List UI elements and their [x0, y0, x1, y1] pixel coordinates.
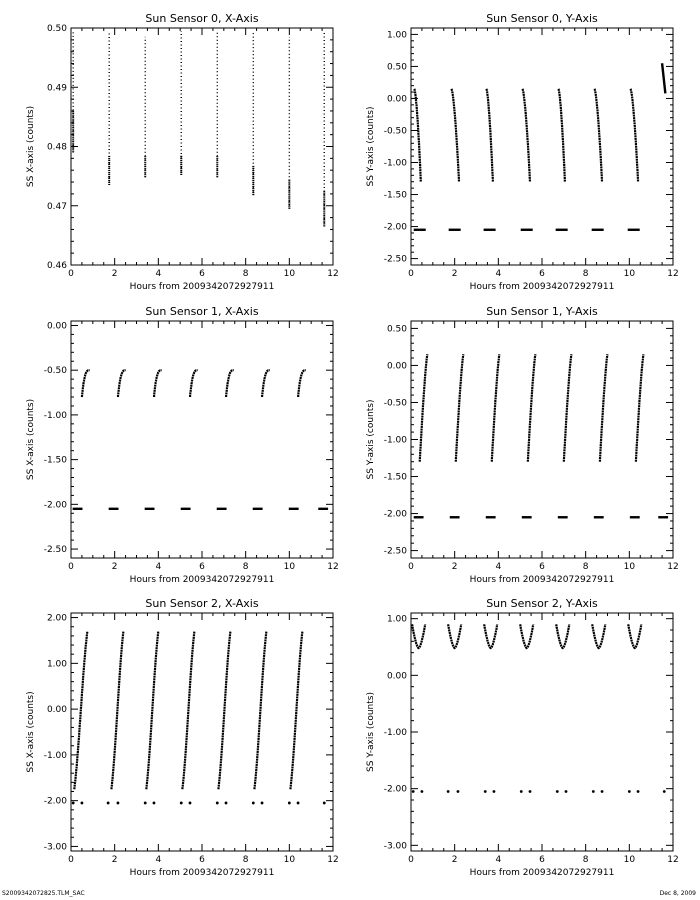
x-tick-label: 4	[495, 269, 502, 279]
y-tick-label: -2.00	[43, 796, 67, 807]
y-axis-label: SS X-axis (counts)	[26, 398, 36, 481]
x-tick-label: 6	[199, 562, 205, 572]
x-tick-label: 4	[155, 269, 162, 279]
data-series	[414, 89, 638, 182]
x-tick-label: 4	[495, 562, 502, 572]
data-point	[565, 790, 568, 793]
data-point	[457, 790, 460, 793]
data-curve	[182, 631, 194, 789]
y-tick-label: 0.00	[386, 361, 407, 372]
data-series	[72, 802, 326, 805]
data-point	[72, 802, 75, 805]
plot-frame	[71, 613, 333, 851]
data-series	[420, 354, 644, 461]
y-tick-label: -1.00	[43, 750, 67, 761]
x-tick-label: 10	[623, 855, 636, 865]
y-axis-label: SS X-axis (counts)	[26, 105, 36, 188]
x-axis-label: Hours from 2009342072927911	[129, 868, 275, 878]
data-curve	[451, 89, 459, 182]
x-tick-label: 12	[327, 562, 339, 572]
data-series	[412, 790, 666, 793]
data-curve	[111, 631, 123, 789]
data-curve	[254, 631, 266, 789]
data-curve	[600, 354, 608, 461]
data-point	[297, 802, 300, 805]
data-segment	[662, 63, 665, 93]
data-point	[107, 802, 110, 805]
data-point	[180, 802, 183, 805]
x-tick-label: 10	[283, 562, 296, 572]
data-point	[592, 790, 595, 793]
data-point	[252, 802, 255, 805]
plot-frame	[411, 321, 673, 558]
x-tick-label: 0	[68, 855, 74, 865]
x-tick-label: 8	[582, 562, 589, 572]
data-curve	[636, 354, 644, 461]
y-tick-label: -2.00	[383, 509, 407, 520]
x-tick-label: 6	[199, 269, 205, 279]
y-tick-label: 0.00	[46, 321, 67, 332]
y-tick-label: 1.00	[386, 614, 407, 625]
data-curve	[448, 624, 461, 648]
x-tick-label: 0	[68, 562, 74, 572]
x-axis-label: Hours from 2009342072927911	[469, 575, 615, 585]
x-axis-label: Hours from 2009342072927911	[129, 282, 275, 292]
y-tick-label: -1.50	[43, 455, 67, 466]
y-tick-label: 0.50	[46, 24, 67, 34]
data-curve	[190, 370, 198, 397]
chart-panel-1	[366, 12, 679, 292]
chart-title: Sun Sensor 1, Y-Axis	[486, 305, 598, 318]
data-curve	[420, 354, 428, 461]
data-curve	[456, 354, 464, 461]
data-curve	[414, 89, 421, 182]
x-tick-label: 10	[623, 562, 636, 572]
y-tick-label: -1.00	[383, 728, 407, 738]
chart-panel-3	[366, 305, 679, 585]
y-tick-label: 0.46	[46, 261, 67, 271]
chart-title: Sun Sensor 2, X-Axis	[145, 597, 259, 610]
y-tick-label: -2.50	[383, 254, 407, 265]
chart-panel-5	[366, 597, 679, 878]
data-curve	[628, 624, 641, 648]
y-tick-label: -1.50	[383, 472, 407, 483]
y-tick-label: -1.00	[383, 435, 407, 446]
footer-date: Dec 8, 2009	[659, 890, 696, 897]
data-series	[82, 370, 306, 397]
y-axis-label: SS X-axis (counts)	[26, 691, 36, 773]
x-tick-label: 0	[408, 562, 414, 572]
chart-title: Sun Sensor 1, X-Axis	[145, 305, 259, 318]
y-tick-label: -1.00	[43, 410, 67, 421]
data-curve	[594, 89, 602, 182]
chart-panel-4	[26, 597, 339, 878]
x-axis-label: Hours from 2009342072927911	[129, 575, 275, 585]
data-point	[628, 790, 631, 793]
data-curve	[146, 631, 158, 789]
x-tick-label: 2	[111, 855, 118, 865]
data-point	[81, 802, 84, 805]
y-tick-label: -2.00	[43, 500, 67, 511]
data-point	[225, 802, 228, 805]
data-curve	[226, 370, 234, 397]
x-tick-label: 6	[539, 269, 545, 279]
data-point	[637, 790, 640, 793]
x-tick-label: 0	[408, 855, 414, 865]
footer-filename: S2009342072825.TLM_SAC	[2, 890, 85, 897]
data-curve	[298, 370, 306, 397]
x-tick-label: 8	[242, 562, 249, 572]
y-tick-label: -2.50	[383, 546, 407, 557]
y-tick-label: -3.00	[383, 841, 407, 852]
chart-title: Sun Sensor 2, Y-Axis	[486, 597, 598, 610]
data-point	[520, 790, 523, 793]
y-tick-label: -2.50	[43, 545, 67, 556]
data-series	[662, 63, 665, 93]
data-curve	[556, 624, 569, 648]
x-tick-label: 10	[623, 269, 636, 279]
data-point	[556, 790, 559, 793]
x-tick-label: 4	[495, 855, 502, 865]
data-point	[144, 802, 147, 805]
y-tick-label: 0.50	[386, 62, 407, 73]
y-tick-label: -0.50	[383, 398, 407, 409]
data-point	[601, 790, 604, 793]
x-axis-label: Hours from 2009342072927911	[469, 282, 615, 292]
data-curve	[592, 624, 605, 648]
y-tick-label: 0.48	[46, 142, 67, 153]
data-point	[484, 790, 487, 793]
x-tick-label: 0	[68, 269, 74, 279]
y-tick-label: -0.50	[383, 126, 407, 137]
x-tick-label: 12	[667, 855, 679, 865]
x-tick-label: 10	[283, 855, 296, 865]
data-curve	[528, 354, 536, 461]
y-tick-label: 1.00	[386, 30, 407, 41]
data-point	[189, 802, 192, 805]
y-tick-label: 0.00	[386, 671, 407, 682]
data-point	[412, 790, 415, 793]
x-tick-label: 8	[582, 855, 589, 865]
data-curve	[520, 624, 533, 648]
data-curve	[82, 370, 90, 397]
data-point	[529, 790, 532, 793]
data-curve	[522, 89, 530, 182]
x-tick-label: 2	[451, 269, 458, 279]
chart-panel-0	[26, 12, 339, 292]
chart-title: Sun Sensor 0, Y-Axis	[486, 12, 598, 25]
data-series	[412, 624, 641, 648]
x-tick-label: 2	[111, 269, 118, 279]
y-tick-label: 0.47	[46, 201, 67, 212]
plot-frame	[71, 28, 333, 265]
data-curve	[492, 354, 500, 461]
data-curve	[290, 631, 302, 789]
x-tick-label: 12	[327, 269, 339, 279]
plot-frame	[71, 321, 333, 558]
data-curve	[74, 631, 87, 789]
data-curve	[486, 89, 493, 182]
data-point	[421, 790, 424, 793]
x-tick-label: 8	[582, 269, 589, 279]
y-tick-label: -2.00	[383, 222, 407, 233]
y-tick-label: 0.50	[386, 324, 407, 335]
x-tick-label: 2	[451, 855, 458, 865]
x-tick-label: 10	[283, 269, 296, 279]
data-point	[261, 802, 264, 805]
x-tick-label: 12	[327, 855, 339, 865]
data-point	[323, 802, 326, 805]
chart-panel-2	[26, 305, 339, 585]
y-tick-label: 0.00	[386, 94, 407, 105]
x-tick-label: 0	[408, 269, 414, 279]
data-curve	[154, 370, 162, 397]
data-curve	[218, 631, 230, 789]
y-tick-label: -0.50	[43, 366, 67, 377]
x-tick-label: 2	[111, 562, 118, 572]
data-curve	[484, 624, 497, 648]
data-point	[117, 802, 120, 805]
y-tick-label: -2.00	[383, 784, 407, 795]
data-point	[663, 790, 666, 793]
data-curve	[412, 624, 425, 648]
data-point	[288, 802, 291, 805]
data-curve	[630, 89, 638, 182]
data-point	[447, 790, 450, 793]
y-tick-label: 0.49	[46, 83, 67, 94]
data-curve	[558, 89, 565, 182]
data-curve	[262, 370, 270, 397]
x-tick-label: 4	[155, 562, 162, 572]
data-series	[74, 631, 302, 789]
y-tick-label: 1.00	[46, 659, 67, 670]
x-tick-label: 4	[155, 855, 162, 865]
y-axis-label: SS Y-axis (counts)	[366, 106, 376, 187]
y-tick-label: -1.50	[383, 190, 407, 201]
data-point	[493, 790, 496, 793]
x-tick-label: 6	[199, 855, 205, 865]
x-tick-label: 12	[667, 562, 679, 572]
data-curve	[564, 354, 572, 461]
x-tick-label: 6	[539, 855, 545, 865]
plot-frame	[411, 613, 673, 851]
y-tick-label: -1.00	[383, 158, 407, 169]
y-tick-label: 0.00	[46, 705, 67, 716]
data-series	[73, 31, 324, 227]
data-point	[153, 802, 156, 805]
y-axis-label: SS Y-axis (counts)	[366, 692, 376, 772]
chart-title: Sun Sensor 0, X-Axis	[145, 12, 259, 25]
y-tick-label: 2.00	[46, 613, 67, 624]
x-tick-label: 6	[539, 562, 545, 572]
x-axis-label: Hours from 2009342072927911	[469, 868, 615, 878]
x-tick-label: 12	[667, 269, 679, 279]
y-axis-label: SS Y-axis (counts)	[366, 399, 376, 480]
data-point	[216, 802, 219, 805]
x-tick-label: 8	[242, 855, 249, 865]
x-tick-label: 8	[242, 269, 249, 279]
x-tick-label: 2	[451, 562, 458, 572]
data-curve	[118, 370, 126, 397]
y-tick-label: -3.00	[43, 842, 67, 853]
